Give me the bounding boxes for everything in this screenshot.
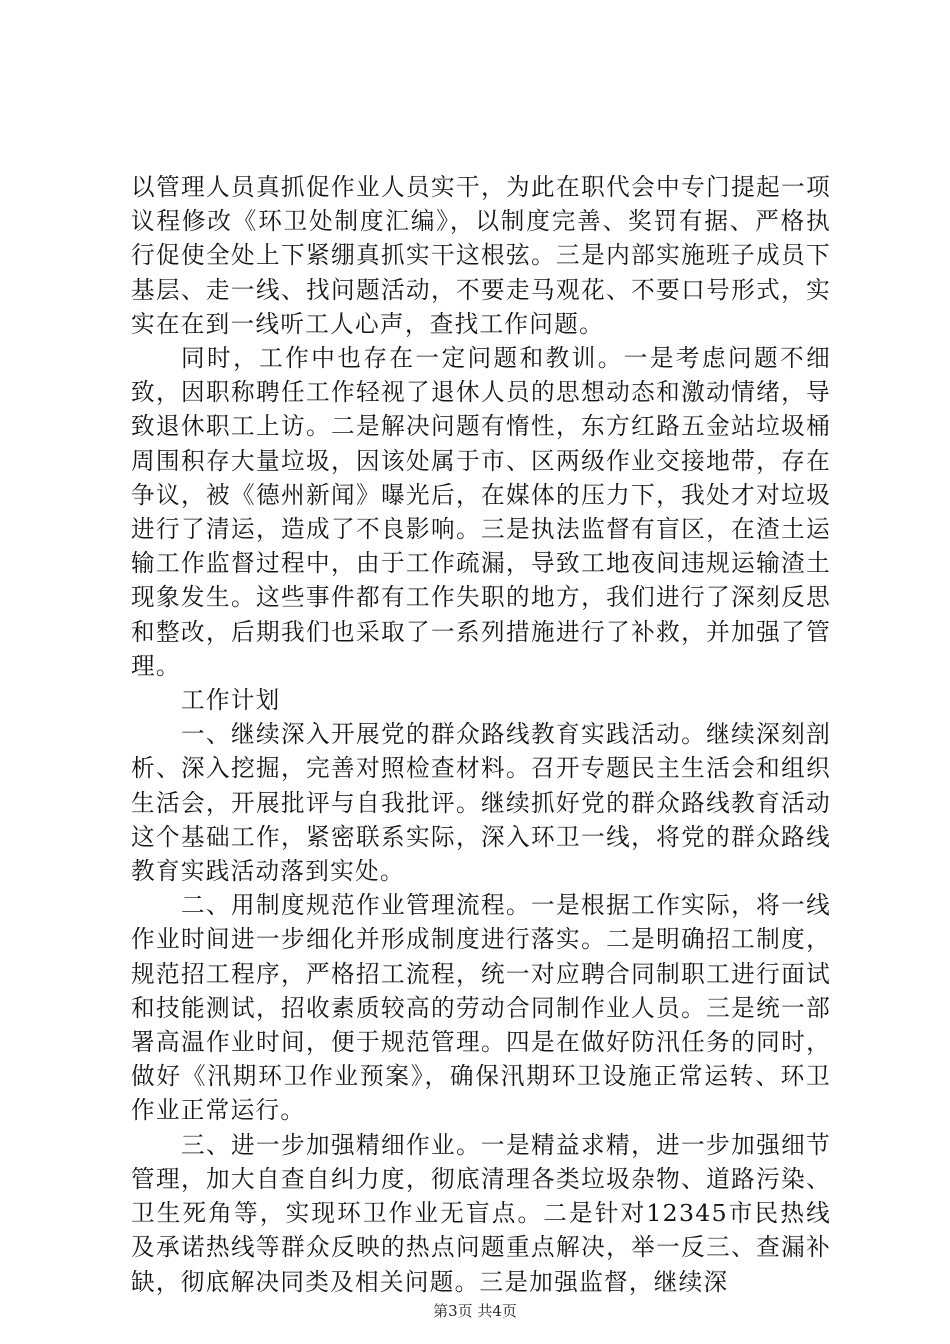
paragraph-plan-one: 一、继续深入开展党的群众路线教育实践活动。继续深刻剖析、深入挖掘，完善对照检查材料。召开专题民主生活会和组织生活会，开展批评与自我批评。继续抓好党的群众路线教育活动这个基础工作，紧密联系实际，深入环卫一线，将党的群众路线教育实践活动落到实处。 [131, 720, 831, 886]
document-body [131, 170, 831, 1299]
paragraph-plan-two: 二、用制度规范作业管理流程。一是根据工作实际，将一线作业时间进一步细化并形成制度进行落实。二是明确招工制度，规范招工程序，严格招工流程，统一对应聘合同制职工进行面试和技能测试，招收素质较高的劳动合同制作业人员。三是统一部署高温作业时间，便于规范管理。四是在做好防汛任务的同时，做好《汛期环卫作业预案》，确保汛期环卫设施正常运转、环卫作业正常运行。 [131, 891, 831, 1125]
section-heading-work-plan: 工作计划 [181, 686, 281, 715]
paragraph-plan-three: 三、进一步加强精细作业。一是精益求精，进一步加强细节管理，加大自查自纠力度，彻底清理各类垃圾杂物、道路污染、卫生死角等，实现环卫作业无盲点。二是针对12345市民热线及承诺热线等群众反映的热点问题重点解决，举一反三、查漏补缺，彻底解决同类及相关问题。三是加强监督，继续深 [131, 1130, 831, 1296]
paragraph-continuation: 以管理人员真抓促作业人员实干，为此在职代会中专门提起一项议程修改《环卫处制度汇编》，以制度完善、奖罚有据、严格执行促使全处上下紧绷真抓实干这根弦。三是内部实施班子成员下基层、走一线、找问题活动，不要走马观花、不要口号形式，实实在在到一线听工人心声，查找工作问题。 [131, 173, 831, 338]
paragraph-problems: 同时，工作中也存在一定问题和教训。一是考虑问题不细致，因职称聘任工作轻视了退休人员的思想动态和激动情绪，导致退休职工上访。二是解决问题有惰性，东方红路五金站垃圾桶周围积存大量垃圾，因该处属于市、区两级作业交接地带，存在争议，被《德州新闻》曝光后，在媒体的压力下，我处才对垃圾进行了清运，造成了不良影响。三是执法监督有盲区，在渣土运输工作监督过程中，由于工作疏漏，导致工地夜间违规运输渣土现象发生。这些事件都有工作失职的地方，我们进行了深刻反思和整改，后期我们也采取了一系列措施进行了补救，并加强了管理。 [131, 344, 831, 680]
page-footer: 第3页 共4页 [433, 1302, 517, 1320]
